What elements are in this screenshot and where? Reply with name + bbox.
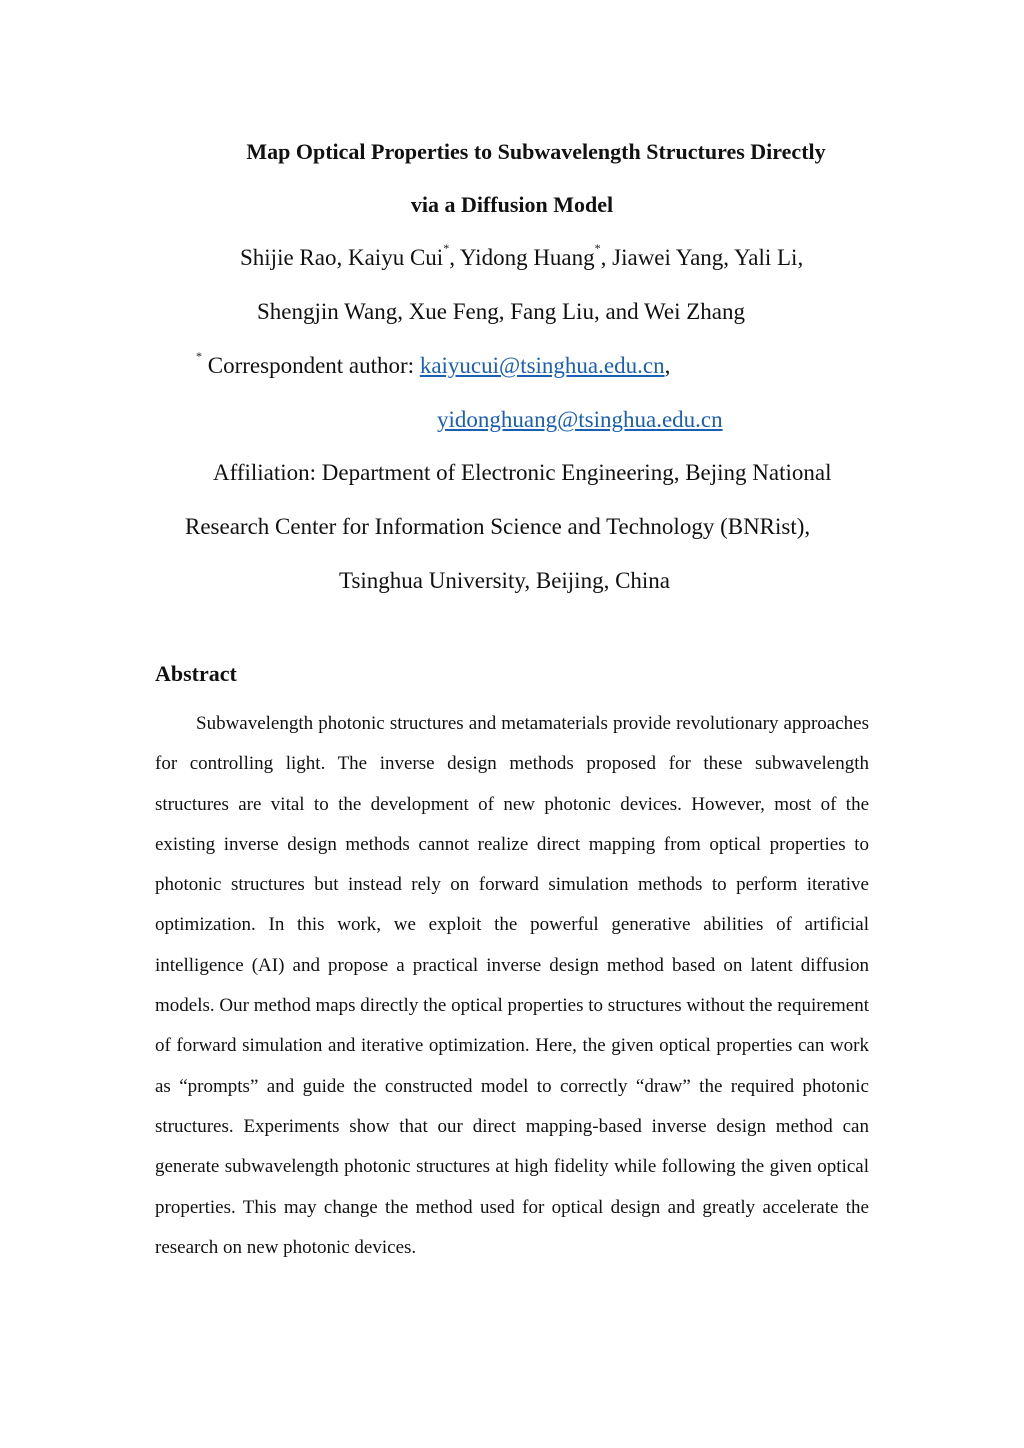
comma: ,	[664, 353, 671, 378]
affiliation-line-2: Research Center for Information Science and Technology (BNRist),	[185, 514, 811, 539]
correspondence-label: Correspondent author:	[202, 353, 420, 378]
author-list-line-1	[240, 241, 804, 271]
affiliation-line-3: Tsinghua University, Beijing, China	[339, 568, 671, 593]
abstract-heading: Abstract	[155, 661, 237, 686]
corresponding-marker: *	[594, 241, 601, 255]
author-text: , Jiawei Yang, Yali Li,	[600, 245, 804, 270]
email-link-kaiyucui[interactable]: kaiyucui@tsinghua.edu.cn	[419, 353, 665, 378]
paper-title-line-1: Map Optical Properties to Subwavelength Structures Directly	[246, 139, 826, 164]
author-text: Shijie Rao,	[240, 245, 348, 270]
author-text: , Yidong Huang	[449, 245, 595, 270]
correspondence-line-2	[437, 407, 723, 433]
corresponding-marker: *	[443, 241, 450, 255]
corresponding-marker: *	[196, 349, 202, 363]
affiliation-line-1: Affiliation: Department of Electronic Engineering, Bejing National	[213, 460, 832, 485]
paper-title-line-2: via a Diffusion Model	[410, 192, 614, 217]
correspondence-line	[196, 349, 671, 379]
author-list-line-2: Shengjin Wang, Xue Feng, Fang Liu, and Wei Zhang	[257, 299, 745, 324]
author-text: Kaiyu Cui	[347, 245, 444, 270]
abstract-body: Subwavelength photonic structures and metamaterials provide revolutionary approaches for controlling light. The inverse design methods proposed for these subwavelength structures are vital to the development of new photonic devices. However, most of the existing inverse design methods cannot realize direct mapping from optical properties to photonic structures but instead rely on forward simulation methods to perform iterative optimization. In this work, we exploit the powerful generative abilities of artificial intelligence (AI) and propose a practical inverse design method based on latent diffusion models. Our method maps directly the optical properties to structures without the requirement of forward simulation and iterative optimization. Here, the given optical properties can work as “prompts” and guide the constructed model to correctly “draw” the required photonic structures. Experiments show that our direct mapping-based inverse design method can generate subwavelength photonic structures at high fidelity while following the given optical properties. This may change the method used for optical design and greatly accelerate the research on new photonic devices.	[155, 713, 869, 1258]
email-link-yidonghuang[interactable]: yidonghuang@tsinghua.edu.cn	[437, 407, 723, 432]
